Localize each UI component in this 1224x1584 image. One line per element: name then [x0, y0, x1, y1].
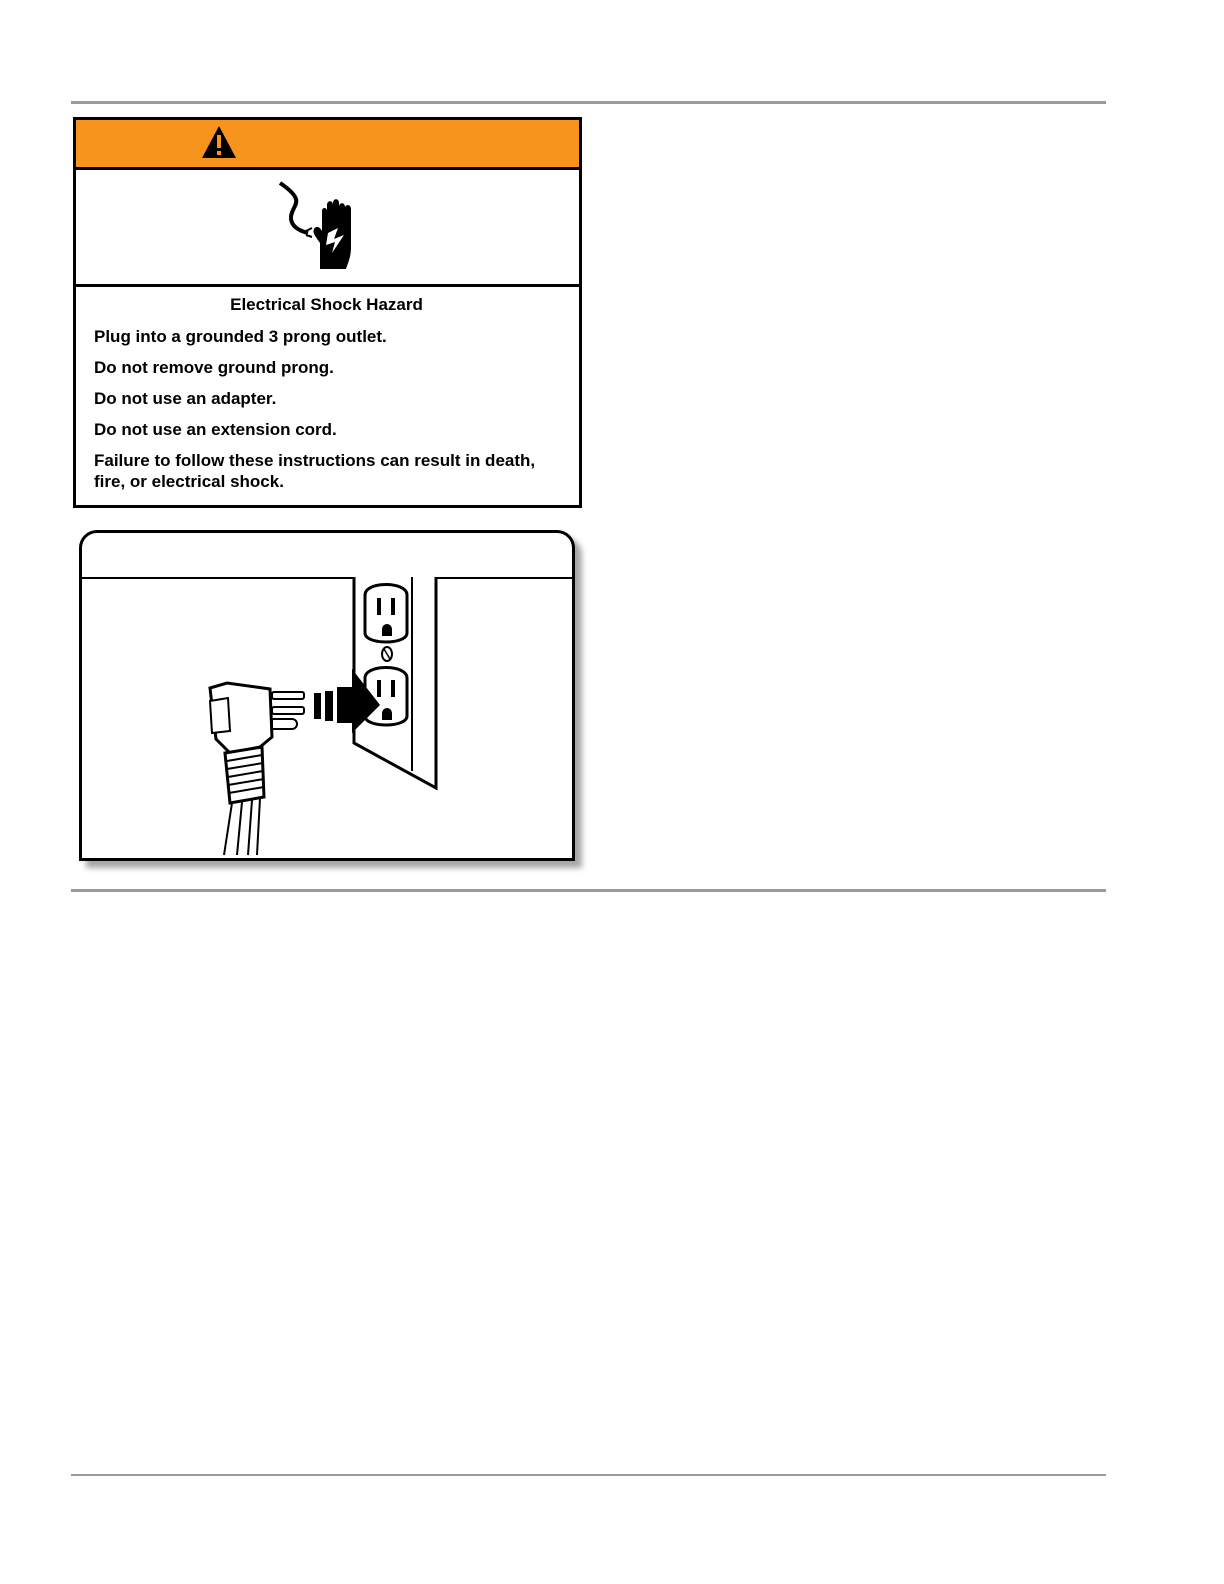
warning-line-1: Plug into a grounded 3 prong outlet. — [94, 327, 387, 346]
power-plug-icon — [210, 683, 304, 855]
warning-header — [76, 120, 579, 170]
warning-pictogram — [76, 170, 579, 287]
electrical-shock-hand-icon — [276, 181, 366, 273]
plug-outlet-drawing — [82, 533, 572, 858]
warning-line-3: Do not use an adapter. — [94, 389, 277, 408]
wall-outlet-icon — [354, 577, 436, 788]
warning-line-2: Do not remove ground prong. — [94, 358, 334, 377]
warning-title: Electrical Shock Hazard — [230, 295, 423, 314]
warning-line-5: Failure to follow these instructions can result in death, fire, or electrical shock. — [94, 451, 536, 491]
warning-triangle-icon — [201, 125, 237, 159]
warning-text — [76, 287, 579, 492]
warning-line-4: Do not use an extension cord. — [94, 420, 337, 439]
warning-label — [73, 117, 582, 508]
plug-illustration — [79, 530, 575, 861]
top-divider — [71, 101, 1106, 104]
middle-divider — [71, 889, 1106, 892]
bottom-divider — [71, 1474, 1106, 1476]
